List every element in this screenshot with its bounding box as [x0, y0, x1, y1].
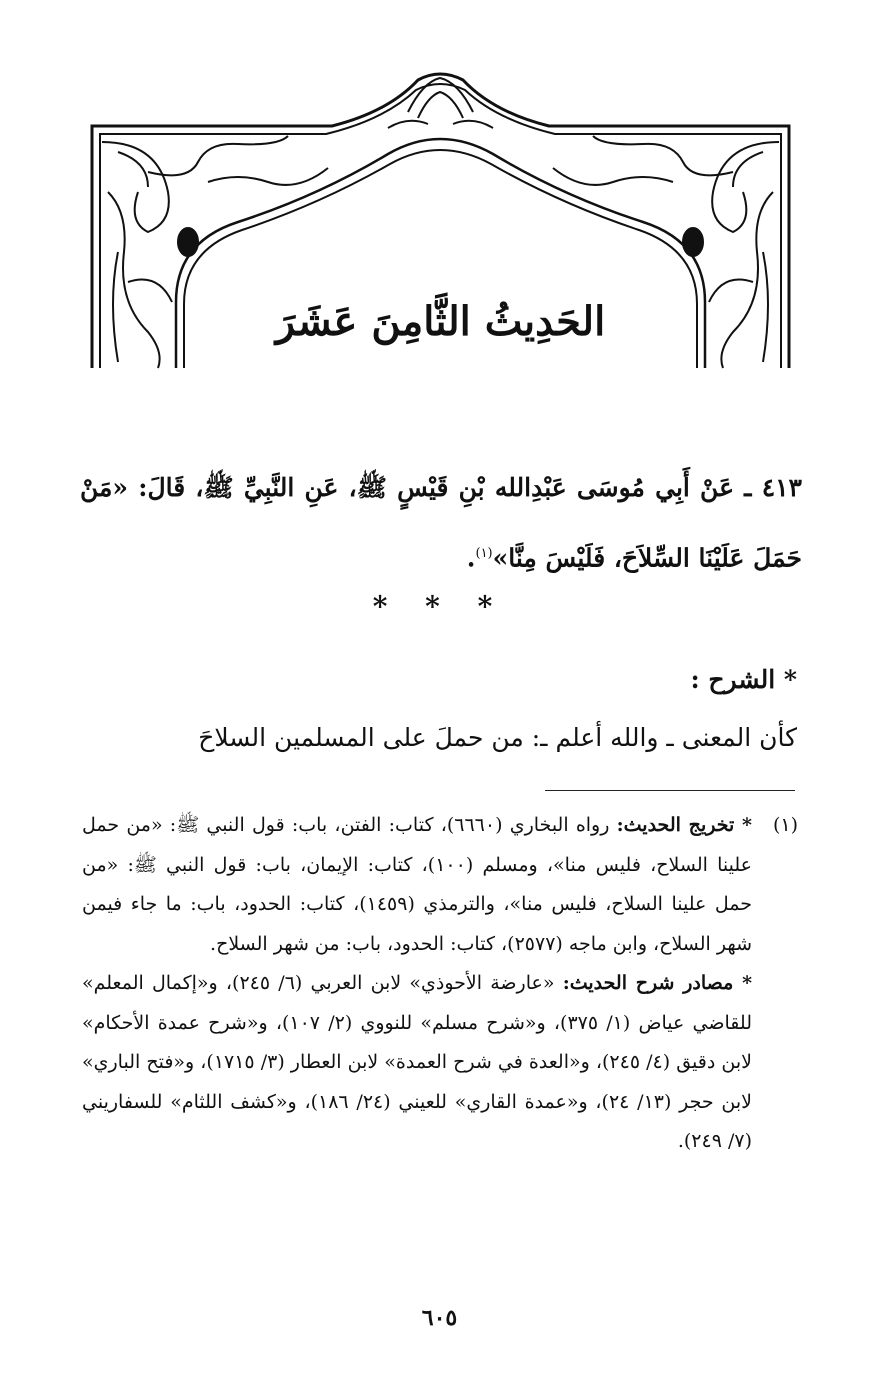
hadith-number: ٤١٣	[761, 473, 802, 502]
sharh-text: كأن المعنى ـ والله أعلم ـ: من حملَ على المسلمين السلاحَ	[198, 723, 797, 752]
page-number: ٦٠٥	[421, 1305, 458, 1331]
footnote-item	[82, 806, 798, 1162]
section-divider-stars: * * *	[372, 590, 507, 623]
chapter-title: الحَدِيثُ الثَّامِنَ عَشَرَ	[275, 298, 606, 345]
hadith-end: .	[466, 543, 476, 573]
masadir-label: * مصادر شرح الحديث:	[562, 972, 753, 994]
masadir-text: «عارضة الأحوذي» لابن العربي (٦/ ٢٤٥)، و«إكمال المعلم» للقاضي عياض (١/ ٣٧٥)، و«شرح مسلم» للنووي (٢/ ١٠٧)، و«شرح عمدة الأحكام» لابن دقيق (٤/ ٢٤٥)، و«العدة في شرح العمدة» لابن العطار (٣/ ١٧١٥)، و«فتح الباري» لابن حجر (١٣/ ٢٤)، و«عمدة القاري» للعيني (٢٤/ ١٨٦)، و«كشف اللثام» للسفاريني (٧/ ٢٤٩).	[82, 972, 752, 1152]
hadith-body: ـ عَنْ أَبِي مُوسَى عَبْدِالله بْنِ قَيْسٍ ﷺ، عَنِ النَّبِيِّ ﷺ، قَالَ: «مَنْ حَمَلَ عَلَيْنَا السِّلاَحَ، فَلَيْسَ مِنَّا»	[80, 473, 802, 573]
footnote-reference[interactable]: (١)	[475, 546, 493, 561]
takhrij-text: رواه البخاري (٦٦٦٠)، كتاب: الفتن، باب: قول النبي ﷺ: «من حمل علينا السلاح، فليس منا»، ومسلم (١٠٠)، كتاب: الإيمان، باب: قول النبي ﷺ: «من حمل علينا السلاح، فليس منا»، والترمذي (١٤٥٩)، كتاب: الحدود، باب: ما جاء فيمن شهر السلاح، وابن ماجه (٢٥٧٧)، كتاب: الحدود، باب: من شهر السلاح.	[82, 814, 752, 955]
footnote-separator	[545, 790, 795, 791]
takhrij-label: * تخريج الحديث:	[616, 814, 752, 836]
sharh-heading: * الشرح :	[690, 665, 797, 694]
hadith-text	[80, 455, 802, 591]
footnote-number: (١)	[772, 814, 798, 836]
masadir-paragraph	[82, 964, 752, 1162]
footnote-body	[82, 806, 752, 1162]
footnotes	[82, 806, 798, 1162]
takhrij-paragraph	[82, 806, 752, 964]
